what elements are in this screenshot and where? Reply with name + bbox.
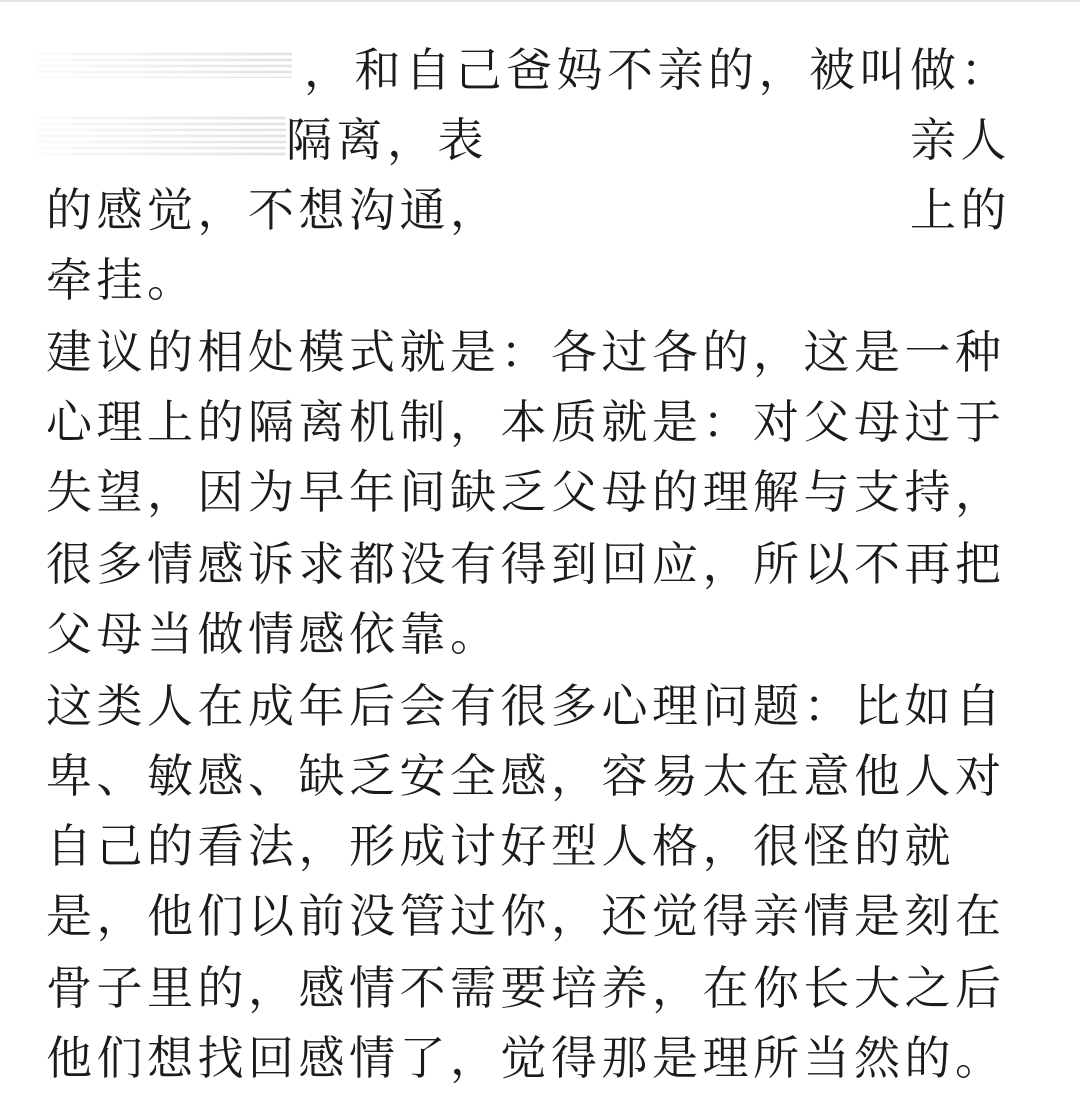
text-segment: 隔离，表 <box>286 113 488 167</box>
text-segment: 卑、敏感、缺乏安全感，容易太在意他人对 <box>46 749 1006 803</box>
text-segment: 心理上的隔离机制，本质就是：对父母过于 <box>46 395 1006 449</box>
text-segment: 很多情感诉求都没有得到回应，所以不再把 <box>46 537 1006 591</box>
text-line <box>46 1022 1046 1094</box>
text-line <box>46 952 1046 1024</box>
text-segment: 这类人在成年后会有很多心理问题：比如自 <box>46 679 1006 733</box>
text-line <box>46 174 1046 246</box>
text-segment: 父母当做情感依靠。 <box>46 607 501 661</box>
text-line <box>46 386 1046 458</box>
text-segment: 他们想找回感情了，觉得那是理所当然的。 <box>46 1031 1006 1085</box>
text-segment: 骨子里的，感情不需要培养，在你长大之后 <box>46 961 1006 1015</box>
text-segment: ，和自己爸妈不亲的，被叫做： <box>304 43 1011 97</box>
text-segment: 牵挂。 <box>46 253 198 307</box>
text-line <box>46 316 1046 388</box>
text-line <box>46 880 1046 952</box>
text-line <box>46 104 1046 176</box>
text-line <box>46 528 1046 600</box>
text-line <box>46 598 1046 670</box>
text-segment: 上的 <box>910 183 1011 237</box>
text-segment: 亲人 <box>910 113 1011 167</box>
text-segment: 失望，因为早年间缺乏父母的理解与支持， <box>46 465 1006 519</box>
text-line <box>46 244 1046 316</box>
text-line <box>46 810 1046 882</box>
text-line <box>46 34 1046 106</box>
text-segment: 自己的看法，形成讨好型人格，很怪的就 <box>46 819 955 873</box>
text-line <box>46 740 1046 812</box>
text-line <box>46 456 1046 528</box>
text-segment: 的感觉，不想沟通， <box>46 183 501 237</box>
text-segment: 建议的相处模式就是：各过各的，这是一种 <box>46 325 1006 379</box>
text-line <box>46 670 1046 742</box>
text-segment: 是，他们以前没管过你，还觉得亲情是刻在 <box>46 889 1006 943</box>
